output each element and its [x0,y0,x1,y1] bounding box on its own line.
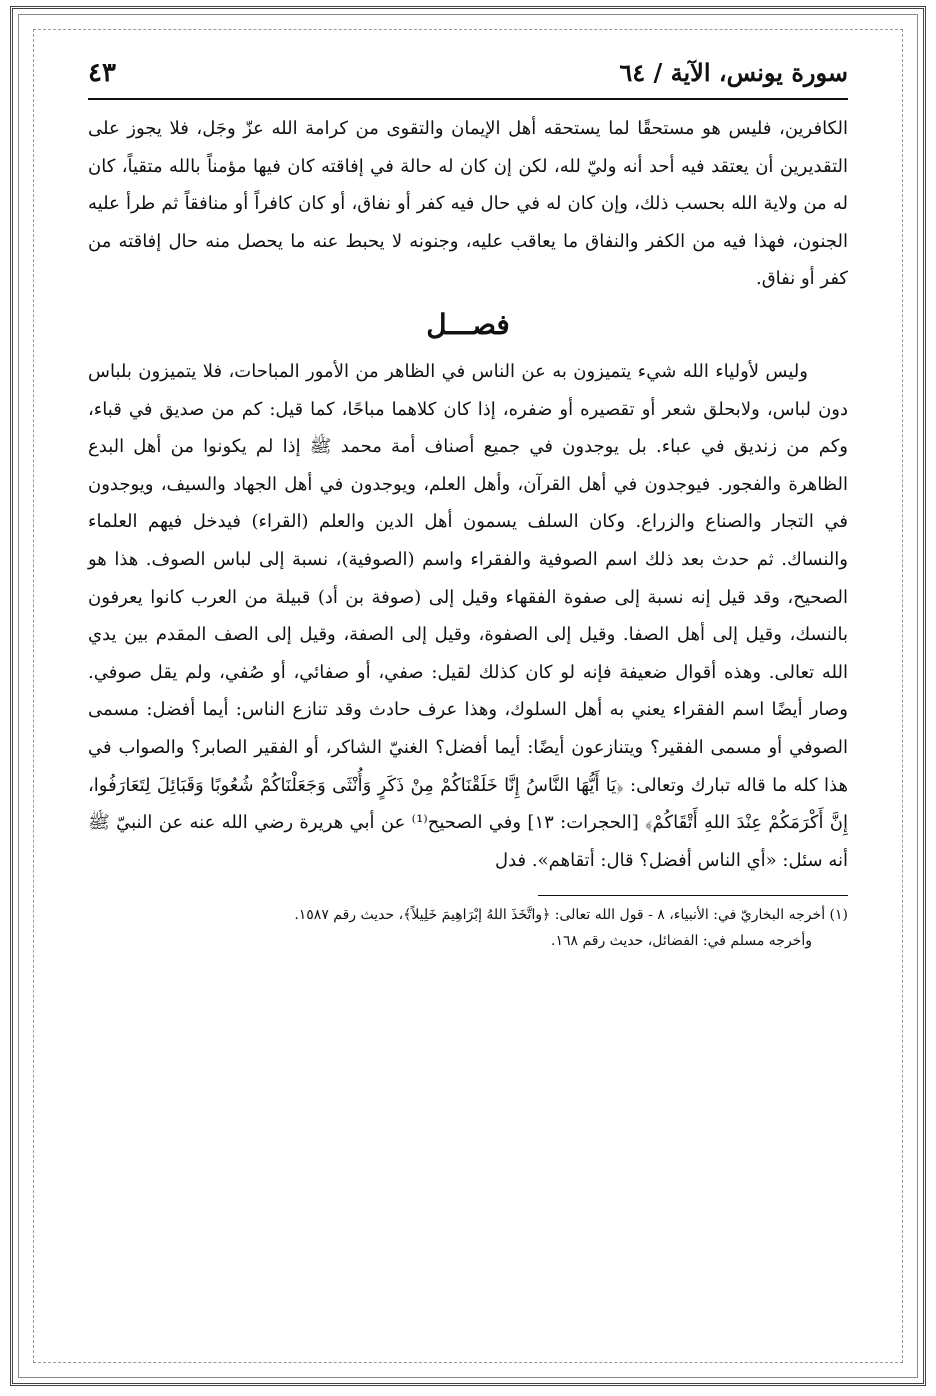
running-header [88,58,848,100]
running-header-title: سورة يونس، الآية / ٦٤ [619,58,848,87]
page-number: ٤٣ [88,58,116,88]
section-heading: فصـــل [426,307,510,341]
book-page [88,58,848,1358]
footnote-1-continuation: وأخرجه مسلم في: الفضائل، حديث رقم ١٦٨. [550,933,812,950]
intro-paragraph: الكافرين، فليس هو مستحقًا لما يستحقه أهل الإيمان والتقوى من كرامة الله عزّ وجَل، فلا يجوز على التقديرين أن يعتقد فيه أحد أنه وليّ لله، لكن إن كان له حالة في إفاقته كان فيها مؤمناً بالله متقياً، كان له من ولاية الله بحسب ذلك، وإن كان له في حال فيه كفر أو نفاق، أو كان كافراً أو منافقاً ثم طرأ عليه الجنون، فهذا فيه من الكفر والنفاق ما يعاقب عليه، وجنونه لا يحبط عنه ما يحصل منه حال إفاقته من كفر أو نفاق. [88,118,848,290]
footnote-1: (١) أخرجه البخاريّ في: الأنبياء، ٨ - قول الله تعالى: ﴿واتَّخَذَ اللهُ إبْرَاهِيمَ خَلِيلاً﴾، حديث رقم ١٥٨٧. [294,907,848,924]
body-paragraph: وليس لأولياء الله شيء يتميزون به عن الناس في الظاهر من الأمور المباحات، فلا يتميزون بلباس دون لباس، ولابحلق شعر أو تقصيره أو ضفره، إذا كان كلاهما مباحًا، كما قيل: كم من صديق في قباء، وكم من زنديق في عباء. بل يوجدون في جميع أصناف أمة محمد ﷺ إذا لم يكونوا من أهل البدع الظاهرة والفجور. فيوجدون في أهل القرآن، وأهل العلم، ويوجدون في أهل الجهاد والسيف، ويوجدون في التجار والصناع والزراع. وكان السلف يسمون أهل الدين والعلم (القراء) فيدخل فيهم العلماء والنساك. ثم حدث بعد ذلك اسم الصوفية والفقراء واسم (الصوفية)، نسبة إلى لباس الصوف. هذا هو الصحيح، وقد قيل إنه نسبة إلى صفوة الفقهاء وقيل إلى (صوفة بن أد) قبيلة من العرب كانوا يعرفون بالنسك، وقيل إلى أهل الصفا. وقيل إلى الصفوة، وقيل إلى الصفة، وقيل إلى الصف المقدم بين يدي الله تعالى. وهذه أقوال ضعيفة فإنه لو كان كذلك لقيل: صفي، أو صفائي، أو صُفي، ولم يقل صوفي. وصار أيضًا اسم الفقراء يعني به أهل السلوك، وهذا عرف حادث وقد تنازع الناس: أيما أفضل: مسمى الصوفي أو مسمى الفقير؟ ويتنازعون أيضًا: أيما أفضل؟ الغنيّ الشاكر، أو الفقير الصابر؟ والصواب في هذا كله ما قاله تبارك وتعالى: ﴿يَا أَيُّهَا النَّاسُ إِنَّا خَلَقْنَاكُمْ مِنْ ذَكَرٍ وَأُنْثَى وَجَعَلْنَاكُمْ شُعُوبًا وَقَبَائِلَ لِتَعَارَفُوا، إِنَّ أَكْرَمَكُمْ عِنْدَ اللهِ أَتْقَاكُمْ﴾ [الحجرات: ١٣] وفي الصحيح⁽¹⁾ عن أبي هريرة رضي الله عنه عن النبيّ ﷺ أنه سئل: «أي الناس أفضل؟ قال: أتقاهم». فدل [88,360,848,871]
footnote-divider [538,895,848,896]
